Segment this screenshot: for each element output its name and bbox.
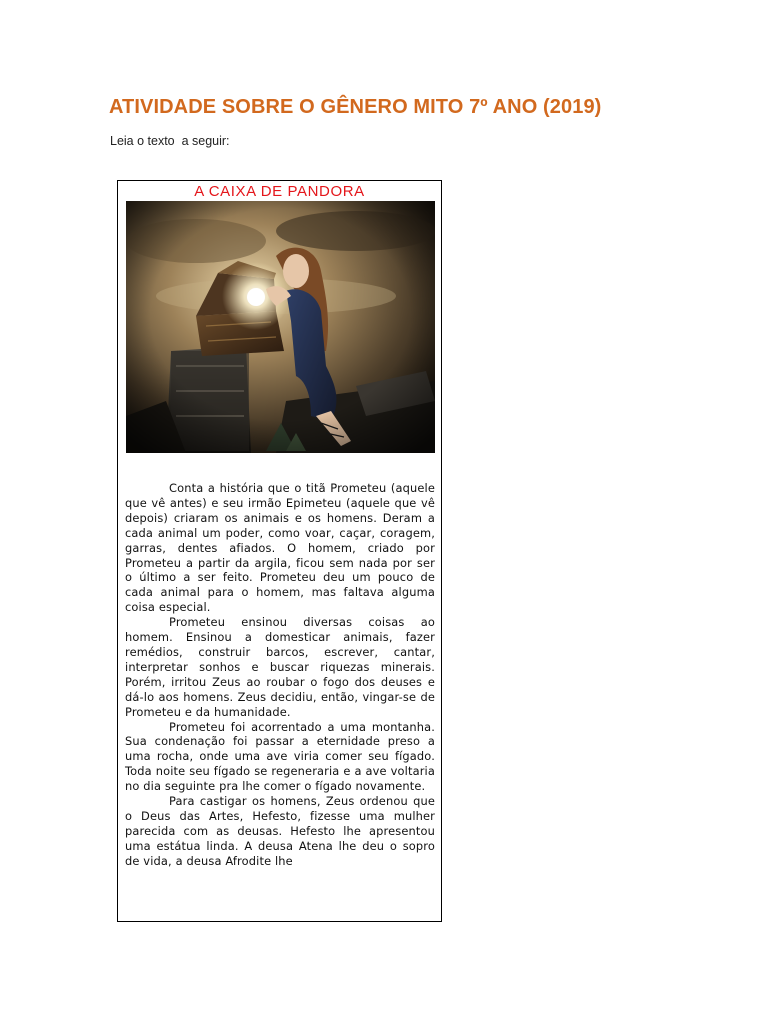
story-paragraph: Para castigar os homens, Zeus ordenou que o Deus das Artes, Hefesto, fizesse uma mulher parecida com as deusas. Hefesto lhe apresentou uma estátua linda. A deusa Atena lhe deu o sopro de vida, a deusa Afrodite lhe: [125, 794, 435, 868]
story-paragraph: Conta a história que o titã Prometeu (aquele que vê antes) e seu irmão Epimeteu (aquele que vê depois) criaram os animais e os homens. Deram a cada animal um poder, como voar, caçar, coragem, garras, dentes afiados. O homem, criado por Prometeu a partir da argila, ficou sem nada por ser o último a ser feito. Prometeu deu um pouco de cada animal para o homem, mas faltava alguma coisa especial.: [125, 481, 435, 615]
page-heading: ATIVIDADE SOBRE O GÊNERO MITO 7º ANO (2019): [109, 96, 602, 118]
intro-text: Leia o texto a seguir:: [110, 134, 230, 148]
pandora-box-illustration: [126, 201, 435, 453]
story-text: [125, 481, 435, 869]
story-title: A CAIXA DE PANDORA: [194, 183, 365, 200]
story-box: [117, 180, 442, 922]
story-paragraph: Prometeu foi acorrentado a uma montanha. Sua condenação foi passar a eternidade preso a uma rocha, onde uma ave viria comer seu fígado. Toda noite seu fígado se regeneraria e a ave voltaria no dia seguinte pra lhe comer o fígado novamente.: [125, 719, 435, 794]
story-paragraph: Prometeu ensinou diversas coisas ao homem. Ensinou a domesticar animais, fazer remédios, construir barcos, escrever, cantar, interpretar sonhos e buscar riquezas minerais. Porém, irritou Zeus ao roubar o fogo dos deuses e dá-lo aos homens. Zeus decidiu, então, vingar-se de Prometeu e da humanidade.: [125, 615, 435, 719]
